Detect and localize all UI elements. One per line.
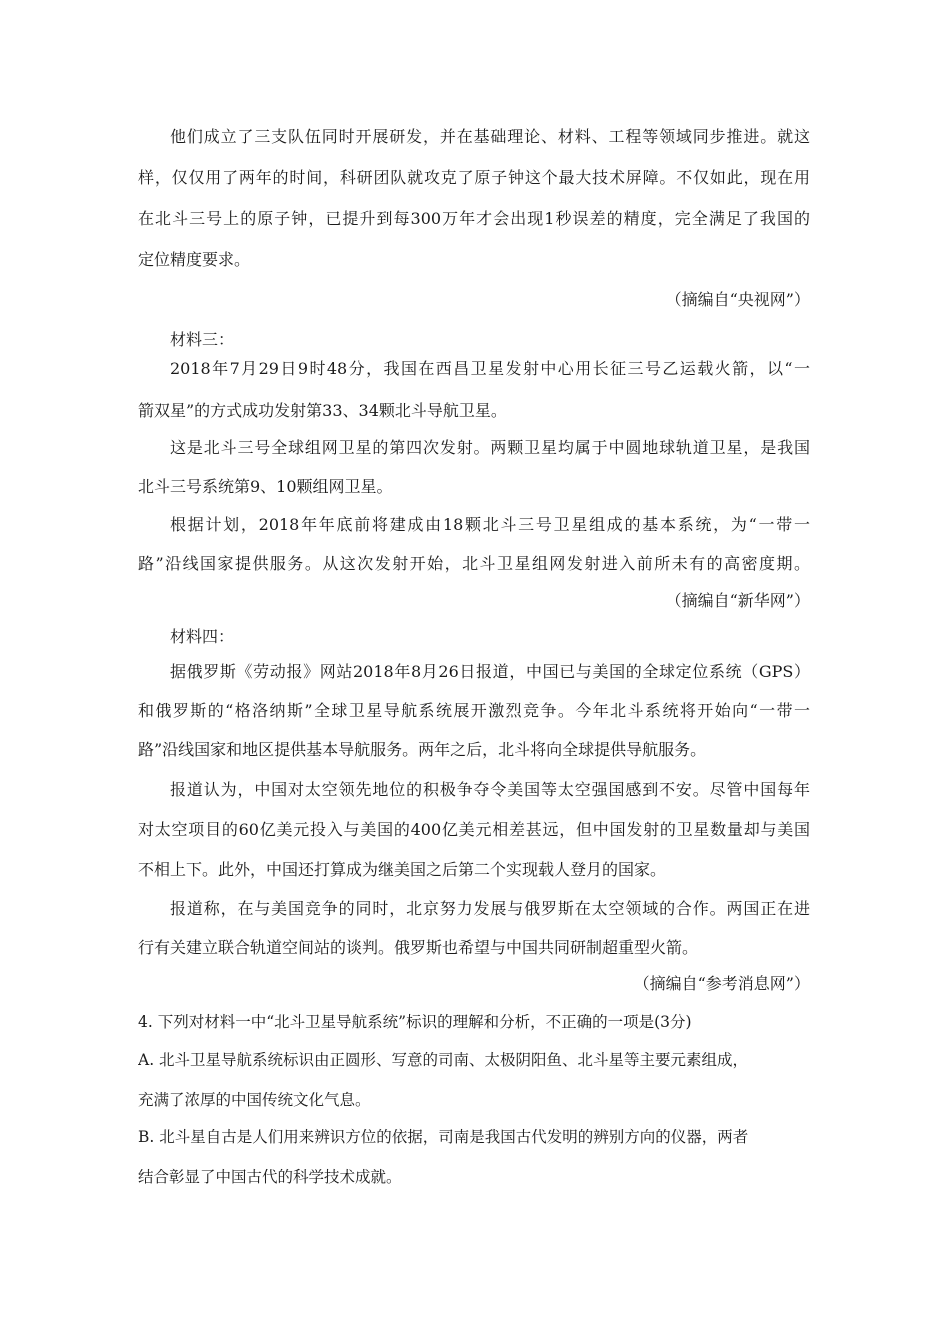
source-citation: （摘编自“参考消息网”） — [633, 974, 810, 993]
paragraph-line: 对太空项目的60亿美元投入与美国的400亿美元相差甚远，但中国发射的卫星数量却与美国 — [138, 820, 810, 839]
option-a-line: 充满了浓厚的中国传统文化气息。 — [138, 1091, 371, 1109]
option-b-line: B. 北斗星自古是人们用来辨识方位的依据，司南是我国古代发明的辨别方向的仪器，两者 — [138, 1128, 749, 1146]
source-citation: （摘编自“新华网”） — [665, 591, 810, 610]
paragraph-line: 据俄罗斯《劳动报》网站2018年8月26日报道，中国已与美国的全球定位系统（GPS） — [170, 662, 810, 681]
paragraph-line: 样，仅仅用了两年的时间，科研团队就攻克了原子钟这个最大技术屏障。不仅如此，现在用 — [138, 168, 810, 187]
paragraph-line: 根据计划，2018年年底前将建成由18颗北斗三号卫星组成的基本系统，为“一带一 — [170, 515, 810, 534]
paragraph-line: 报道认为，中国对太空领先地位的积极争夺令美国等太空强国感到不安。尽管中国每年 — [170, 780, 810, 799]
source-citation: （摘编自“央视网”） — [665, 290, 810, 309]
material-heading: 材料三： — [170, 330, 235, 349]
paragraph-line: 报道称，在与美国竞争的同时，北京努力发展与俄罗斯在太空领域的合作。两国正在进 — [170, 899, 810, 918]
option-b-line: 结合彰显了中国古代的科学技术成就。 — [138, 1168, 402, 1186]
option-a-line: A. 北斗卫星导航系统标识由正圆形、写意的司南、太极阴阳鱼、北斗星等主要元素组成， — [138, 1051, 749, 1069]
paragraph-line: 他们成立了三支队伍同时开展研发，并在基础理论、材料、工程等领域同步推进。就这 — [170, 127, 810, 146]
paragraph-line: 行有关建立联合轨道空间站的谈判。俄罗斯也希望与中国共同研制超重型火箭。 — [138, 938, 699, 957]
paragraph-line: 2018年7月29日9时48分，我国在西昌卫星发射中心用长征三号乙运载火箭，以“一 — [170, 359, 810, 378]
paragraph-line: 定位精度要求。 — [138, 250, 251, 269]
paragraph-line: 不相上下。此外，中国还打算成为继美国之后第二个实现载人登月的国家。 — [138, 860, 667, 879]
paragraph-line: 这是北斗三号全球组网卫星的第四次发射。两颗卫星均属于中圆地球轨道卫星，是我国 — [170, 438, 810, 457]
paragraph-line: 北斗三号系统第9、10颗组网卫星。 — [138, 477, 393, 496]
question-stem: 4. 下列对材料一中“北斗卫星导航系统”标识的理解和分析，不正确的一项是(3分) — [138, 1013, 692, 1031]
material-heading: 材料四： — [170, 627, 235, 646]
paragraph-line: 和俄罗斯的“格洛纳斯”全球卫星导航系统展开激烈竞争。今年北斗系统将开始向“一带一 — [138, 701, 810, 720]
paragraph-line: 路”沿线国家和地区提供基本导航服务。两年之后，北斗将向全球提供导航服务。 — [138, 740, 707, 759]
paragraph-line: 箭双星”的方式成功发射第33、34颗北斗导航卫星。 — [138, 401, 507, 420]
paragraph-line: 路”沿线国家提供服务。从这次发射开始，北斗卫星组网发射进入前所未有的高密度期。 — [138, 554, 810, 573]
paragraph-line: 在北斗三号上的原子钟，已提升到每300万年才会出现1秒误差的精度，完全满足了我国的 — [138, 209, 810, 228]
